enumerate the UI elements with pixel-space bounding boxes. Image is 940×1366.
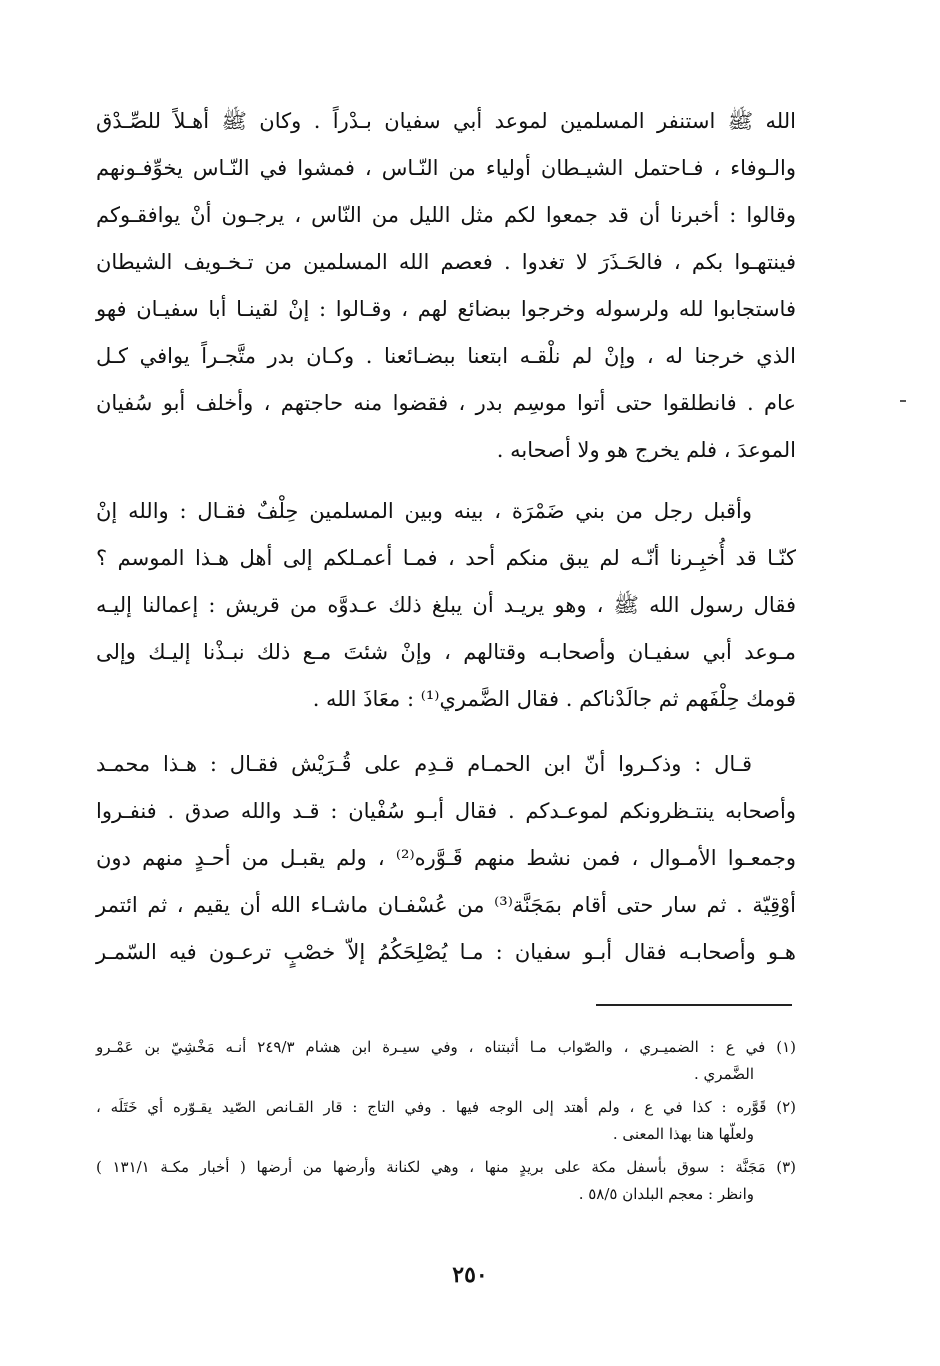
text-line: عام . فانطلقوا حتى أتوا موسِم بدر ، فقضوا منه حاجتهم ، وأخلف أبو سُفيان xyxy=(96,391,796,415)
footnote-3 xyxy=(96,1154,796,1208)
text-line: الله ﷺ استنفر المسلمين لموعد أبي سفيان بـدْراً . وكان ﷺ أهـلاً للصِّـدْق xyxy=(96,109,796,133)
footnote-line: (١) في ع : الضميـري ، والصّواب مـا أثبتناه ، وفي سيـرة ابن هشام ٢٤٩/٣ أنـه مَخْشِيّ بن عَمْـرو xyxy=(96,1038,796,1056)
text-line: فقال رسول الله ﷺ ، وهو يريـد أن يبلغ ذلك عـدوَّه من قريش : إعمالنا إليـه xyxy=(96,593,796,617)
footnote-line: (٣) مَجَنَّة : سوق بأسفل مكة على بريدٍ منها ، وهي لكنانة وأرضها من أرضها ( أخبار مكـة ١٣١/١ ) xyxy=(96,1158,796,1176)
paragraph-3 xyxy=(96,741,796,976)
footnote-line: الضَّمري . xyxy=(694,1065,754,1083)
footnote-2 xyxy=(96,1094,796,1148)
text-line: وأقبل رجل من بني ضَمْرَة ، بينه وبين المسلمين حِلْفٌ فقـال : والله إنْ xyxy=(96,499,752,523)
text-line: فينتهـوا بكم ، فالحَـذَرَ لا تغدوا . فعصم الله المسلمين من تـخـويف الشيطان xyxy=(96,250,796,274)
text-line: قومك حِلْفَهم ثم جالَدْناكم . فقال الضَّمري⁽¹⁾ : معَاذَ الله . xyxy=(312,687,796,711)
page-number: ٢٥٠ xyxy=(452,1262,488,1288)
text-line: مـوعد أبي سفيـان وأصحابـه وقتالهم ، وإنْ شئتَ مـع ذلك نبـذْنا إليـك وإلى xyxy=(96,640,796,664)
text-line: أوْقِيّة . ثم سار حتى أقام بمَجَنَّة⁽³⁾ من عُسْفـان ماشـاء الله أن يقيم ، ثم ائتمر xyxy=(96,893,796,917)
text-line: والـوفاء ، فـاحتمل الشيـطان أولياء من النّـاس ، فمشوا في النّـاس يخوِّفـونهم xyxy=(96,156,796,180)
margin-mark xyxy=(900,400,906,402)
footnotes xyxy=(96,1034,796,1214)
paragraph-1 xyxy=(96,98,796,474)
footnote-line: (٢) قَوَّره : كذا في ع ، ولم أهتد إلى الوجه فيها . وفي التاج : قار القـانص الصّيد يقـوّره أي خَتَلَه ، xyxy=(96,1098,796,1116)
text-line: كنّـا قد أُخبِـرنا أنّـه لم يبق منكم أحد ، فمـا أعمـلكم إلى أهل هـذا الموسم ؟ xyxy=(96,546,796,570)
footnote-separator xyxy=(596,1004,792,1006)
text-line: وجمعـوا الأمـوال ، فمن نشط منهم قَـوَّره⁽²⁾ ، ولم يقبـل من أحـدٍ منهم دون xyxy=(96,846,796,870)
footnote-line: ولعلّها هنا بهذا المعنى . xyxy=(612,1125,754,1143)
paragraph-2 xyxy=(96,488,796,723)
text-line: وأصحابه ينتـظرونكم لموعـدكم . فقال أبـو سُفْيان : قـد والله صدق . فنفـروا xyxy=(96,799,796,823)
text-line: هـو وأصحابـه فقال أبـو سفيان : مـا يُصْلِحَكُمُ إلاّ خصْبٍ ترعـون فيه السّمـر xyxy=(96,940,796,964)
text-line: فاستجابوا لله ولرسوله وخرجوا ببضائع لهم ، وقـالوا : إنْ لقينـا أبا سفيـان فهو xyxy=(96,297,796,321)
text-line: وقالوا : أخبرنا أن قد جمعوا لكم مثل الليل من النّاس ، يرجـون أنْ يوافقـوكم xyxy=(96,203,796,227)
footnote-1 xyxy=(96,1034,796,1088)
text-line: الذي خرجنا له ، وإنْ لم نلْقـه ابتعنا ببضـائعنا . وكـان بدر متَّجـراً يوافي كـل xyxy=(96,344,796,368)
footnote-line: وانظر : معجم البلدان ٥٨/٥ . xyxy=(578,1185,754,1203)
text-line: الموعدَ ، فلم يخرج هو ولا أصحابه . xyxy=(496,438,796,462)
text-line: قـال : وذكـروا أنّ ابن الحمـام قـدِم على قُـرَيْش فقـال : هـذا محمـد xyxy=(96,752,752,776)
